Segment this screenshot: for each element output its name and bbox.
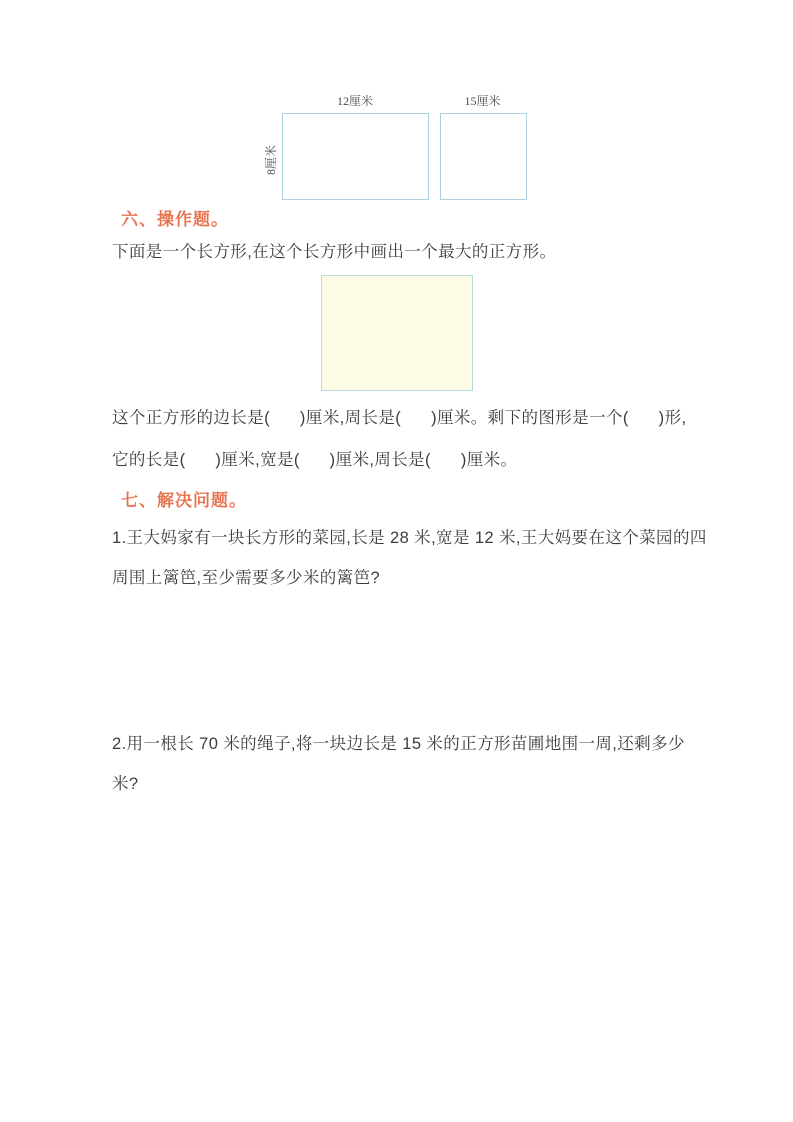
fill-in-blank-line-1: 这个正方形的边长是( )厘米,周长是( )厘米。剩下的图形是一个( )形, <box>112 409 687 427</box>
section6-heading: 六、操作题。 <box>121 210 229 229</box>
rect1-top-dimension-label: 12厘米 <box>336 94 373 108</box>
fill-in-blank-line-2: 它的长是( )厘米,宽是( )厘米,周长是( )厘米。 <box>112 451 518 469</box>
section7-heading: 七、解决问题。 <box>121 491 247 510</box>
question1-text-line-1: 1.王大妈家有一块长方形的菜园,长是 28 米,宽是 12 米,王大妈要在这个菜园的四 <box>112 529 707 547</box>
rect1-side-dimension-label: 8厘米 <box>264 145 278 176</box>
question1-text-line-2: 周围上篱笆,至少需要多少米的篱笆? <box>112 569 381 587</box>
rectangle-figure-1 <box>282 113 429 200</box>
rect2-top-dimension-label: 15厘米 <box>464 94 501 108</box>
question2-text-line-1: 2.用一根长 70 米的绳子,将一块边长是 15 米的正方形苗圃地围一周,还剩多少 <box>112 735 685 753</box>
rectangle-figure-2 <box>440 113 527 200</box>
drawing-area-rectangle <box>321 275 473 391</box>
section6-instruction: 下面是一个长方形,在这个长方形中画出一个最大的正方形。 <box>112 243 557 261</box>
question2-text-line-2: 米? <box>112 775 139 793</box>
